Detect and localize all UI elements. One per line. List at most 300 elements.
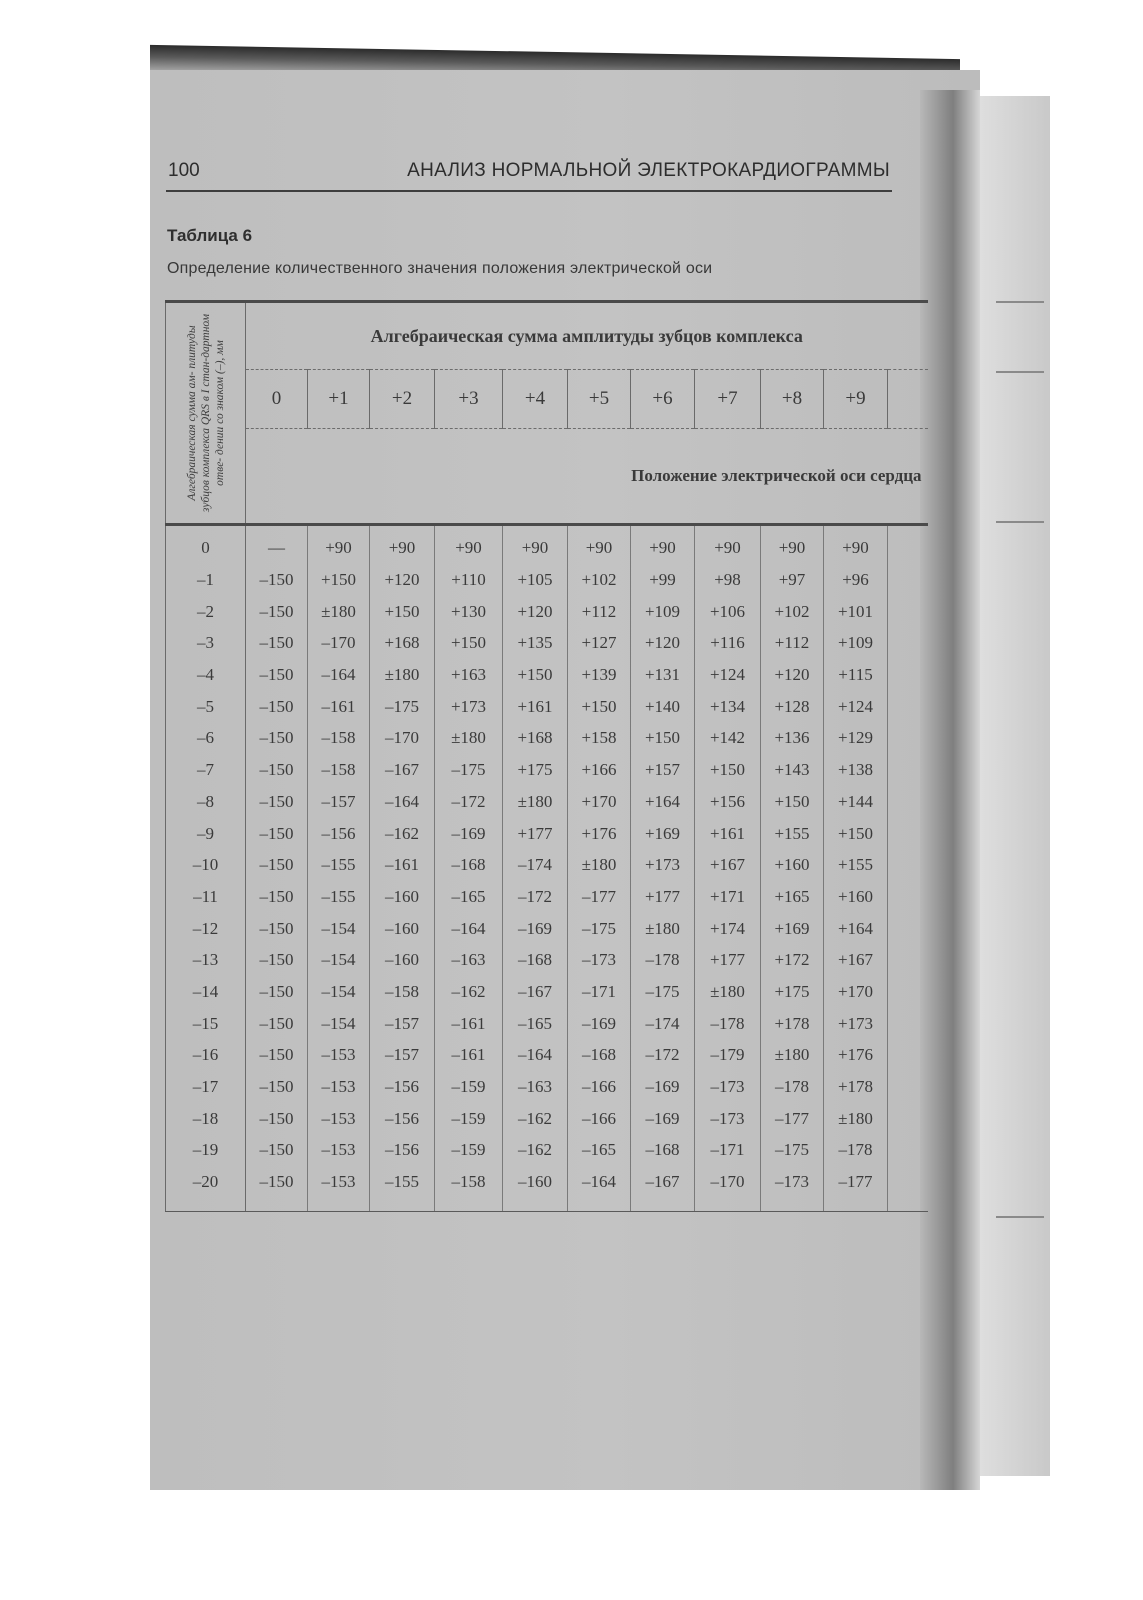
value-cell: –158 [435,1166,503,1212]
value-cell: –178 [695,1007,761,1039]
row-tail-cell [888,817,928,849]
value-cell: +96 [824,564,888,596]
value-cell: +150 [824,817,888,849]
value-cell: –175 [568,912,631,944]
row-tail-cell [888,564,928,596]
facing-page-rule [996,1216,1044,1218]
value-cell: –169 [435,817,503,849]
value-cell: +161 [503,690,568,722]
value-cell: +175 [761,976,824,1008]
facing-page-edge [980,96,1050,1476]
row-tail-cell [888,1134,928,1166]
value-cell: –170 [308,627,370,659]
value-group-header: Положение электрической оси сердца [246,429,928,525]
value-cell: +139 [568,659,631,691]
value-cell: +160 [761,849,824,881]
value-cell: ±180 [695,976,761,1008]
value-cell: –160 [370,881,435,913]
value-cell: –150 [246,976,308,1008]
row-key-cell: –10 [166,849,246,881]
table-row [166,944,928,976]
row-key-cell: –9 [166,817,246,849]
value-cell: –159 [435,1134,503,1166]
value-cell: –150 [246,595,308,627]
value-cell: +112 [761,627,824,659]
value-cell: –150 [246,1166,308,1212]
running-head-title: АНАЛИЗ НОРМАЛЬНОЙ ЭЛЕКТРОКАРДИОГРАММЫ [407,160,890,181]
value-cell: –169 [503,912,568,944]
value-cell: +167 [695,849,761,881]
value-cell: +115 [824,659,888,691]
value-cell: +99 [631,564,695,596]
table-row [166,564,928,596]
value-cell: –161 [435,1007,503,1039]
value-cell: –161 [308,690,370,722]
value-cell: +168 [370,627,435,659]
value-cell: ±180 [435,722,503,754]
value-cell: –177 [761,1102,824,1134]
value-cell: –153 [308,1166,370,1212]
value-cell: –166 [568,1071,631,1103]
value-cell: –175 [631,976,695,1008]
row-key-cell: –2 [166,595,246,627]
value-cell: –156 [370,1102,435,1134]
value-cell: –173 [695,1071,761,1103]
row-tail-cell [888,786,928,818]
value-cell: –172 [631,1039,695,1071]
row-tail-cell [888,912,928,944]
row-tail-cell [888,849,928,881]
value-cell: –160 [370,912,435,944]
value-cell: +161 [695,817,761,849]
value-cell: +90 [308,525,370,564]
value-cell: +175 [503,754,568,786]
row-key-cell: –8 [166,786,246,818]
row-key-cell: –12 [166,912,246,944]
table-row [166,1071,928,1103]
value-cell: –150 [246,690,308,722]
header-rule [166,190,892,192]
row-tail-cell [888,976,928,1008]
value-cell: ±180 [308,595,370,627]
value-cell: +150 [761,786,824,818]
value-cell: –168 [503,944,568,976]
value-cell: +170 [568,786,631,818]
column-header: +1 [308,370,370,429]
column-header: +6 [631,370,695,429]
value-cell: –169 [568,1007,631,1039]
table-row [166,849,928,881]
value-cell: +128 [761,690,824,722]
value-cell: –150 [246,627,308,659]
table-row [166,1102,928,1134]
row-key-cell: –17 [166,1071,246,1103]
value-cell: –164 [503,1039,568,1071]
value-cell: –165 [568,1134,631,1166]
value-cell: –154 [308,912,370,944]
value-cell: +172 [761,944,824,976]
value-cell: +173 [435,690,503,722]
value-cell: –179 [695,1039,761,1071]
value-cell: –174 [503,849,568,881]
value-cell: –157 [370,1007,435,1039]
row-key-cell: –16 [166,1039,246,1071]
value-cell: –165 [435,881,503,913]
value-cell: –169 [631,1071,695,1103]
value-cell: –150 [246,1007,308,1039]
value-cell: +169 [761,912,824,944]
value-cell: –161 [370,849,435,881]
table-row [166,1134,928,1166]
row-tail-cell [888,525,928,564]
value-cell: +169 [631,817,695,849]
value-cell: +174 [695,912,761,944]
value-cell: +90 [435,525,503,564]
row-key-cell: –20 [166,1166,246,1212]
value-cell: –165 [503,1007,568,1039]
value-cell: –178 [824,1134,888,1166]
value-cell: +134 [695,690,761,722]
value-cell: –174 [631,1007,695,1039]
value-cell: –158 [370,976,435,1008]
value-cell: +120 [370,564,435,596]
value-cell: +155 [761,817,824,849]
value-cell: –150 [246,564,308,596]
value-cell: +90 [761,525,824,564]
value-cell: –167 [631,1166,695,1212]
value-cell: –171 [695,1134,761,1166]
value-cell: +90 [824,525,888,564]
table-row [166,1039,928,1071]
value-cell: –150 [246,722,308,754]
value-cell: +98 [695,564,761,596]
row-key-cell: –7 [166,754,246,786]
value-cell: +90 [503,525,568,564]
page-number: 100 [168,160,200,181]
axis-position-table [165,300,928,1212]
value-cell: –156 [370,1134,435,1166]
row-key-cell: –15 [166,1007,246,1039]
row-key-cell: –13 [166,944,246,976]
column-header: +8 [761,370,824,429]
row-tail-cell [888,1166,928,1212]
table-label: Таблица 6 [167,226,253,245]
row-tail-cell [888,627,928,659]
value-cell: +176 [824,1039,888,1071]
value-cell: +144 [824,786,888,818]
row-tail-cell [888,659,928,691]
facing-page-rule [996,371,1044,373]
value-cell: +136 [761,722,824,754]
table-row [166,525,928,564]
value-cell: +127 [568,627,631,659]
row-key-cell: –14 [166,976,246,1008]
row-key-cell: –6 [166,722,246,754]
table-row [166,1166,928,1212]
value-cell: –156 [308,817,370,849]
value-cell: +157 [631,754,695,786]
table-row [166,659,928,691]
value-cell: –157 [308,786,370,818]
value-cell: –167 [370,754,435,786]
value-cell: +102 [568,564,631,596]
table-row [166,722,928,754]
value-cell: +112 [568,595,631,627]
value-cell: +160 [824,881,888,913]
value-cell: –162 [503,1134,568,1166]
value-cell: –150 [246,1039,308,1071]
value-cell: –164 [568,1166,631,1212]
value-cell: –150 [246,1071,308,1103]
value-cell: –168 [631,1134,695,1166]
value-cell: –175 [370,690,435,722]
table-row [166,595,928,627]
value-cell: –164 [308,659,370,691]
value-cell: +158 [568,722,631,754]
row-tail-cell [888,690,928,722]
value-cell: –161 [435,1039,503,1071]
table-caption: Определение количественного значения положения электрической оси [167,260,713,277]
value-cell: +155 [824,849,888,881]
value-cell: –167 [503,976,568,1008]
value-cell: +109 [824,627,888,659]
value-cell: –163 [435,944,503,976]
column-header: +3 [435,370,503,429]
value-cell: +164 [824,912,888,944]
value-cell: +166 [568,754,631,786]
row-tail-cell [888,595,928,627]
value-cell: –155 [308,849,370,881]
value-cell: +90 [631,525,695,564]
value-cell: ±180 [824,1102,888,1134]
value-cell: +143 [761,754,824,786]
value-cell: +167 [824,944,888,976]
value-cell: –163 [503,1071,568,1103]
table-row [166,976,928,1008]
value-cell: +178 [761,1007,824,1039]
value-cell: –150 [246,1134,308,1166]
value-cell: –155 [308,881,370,913]
value-cell: +105 [503,564,568,596]
value-cell: –159 [435,1071,503,1103]
row-tail-cell [888,881,928,913]
value-cell: +178 [824,1071,888,1103]
row-tail-cell [888,722,928,754]
value-cell: –164 [435,912,503,944]
value-cell: –159 [435,1102,503,1134]
value-cell: +150 [308,564,370,596]
value-cell: +130 [435,595,503,627]
value-cell: +90 [568,525,631,564]
value-cell: –150 [246,881,308,913]
column-header: +2 [370,370,435,429]
value-cell: –162 [503,1102,568,1134]
value-cell: –153 [308,1102,370,1134]
value-cell: –168 [568,1039,631,1071]
row-tail-cell [888,1039,928,1071]
value-cell: –155 [370,1166,435,1212]
value-cell: –170 [695,1166,761,1212]
column-header: 0 [246,370,308,429]
value-cell: +171 [695,881,761,913]
value-cell: ±180 [503,786,568,818]
column-header: +7 [695,370,761,429]
row-key-cell: –3 [166,627,246,659]
value-cell: +120 [631,627,695,659]
value-cell: –172 [435,786,503,818]
value-cell: –150 [246,754,308,786]
value-cell: –150 [246,659,308,691]
value-cell: +150 [568,690,631,722]
value-cell: –156 [370,1071,435,1103]
value-cell: –153 [308,1134,370,1166]
value-cell: –150 [246,786,308,818]
value-cell: +106 [695,595,761,627]
value-cell: — [246,525,308,564]
value-cell: +138 [824,754,888,786]
value-cell: –178 [761,1071,824,1103]
value-cell: ±180 [761,1039,824,1071]
value-cell: +90 [695,525,761,564]
value-cell: –153 [308,1039,370,1071]
value-cell: +140 [631,690,695,722]
value-cell: +102 [761,595,824,627]
value-cell: +170 [824,976,888,1008]
column-header-row [166,370,928,429]
value-cell: –150 [246,817,308,849]
value-cell: –158 [308,722,370,754]
table-row [166,786,928,818]
value-cell: –177 [568,881,631,913]
value-cell: +173 [824,1007,888,1039]
column-header: +5 [568,370,631,429]
value-cell: +177 [631,881,695,913]
value-cell: –158 [308,754,370,786]
value-cell: +156 [695,786,761,818]
row-key-cell: –18 [166,1102,246,1134]
value-cell: –150 [246,944,308,976]
value-cell: –178 [631,944,695,976]
value-cell: –168 [435,849,503,881]
value-cell: –162 [370,817,435,849]
value-cell: +131 [631,659,695,691]
value-cell: +176 [568,817,631,849]
value-cell: –162 [435,976,503,1008]
row-tail-cell [888,1007,928,1039]
table-row [166,881,928,913]
row-tail-cell [888,1071,928,1103]
row-tail-cell [888,1102,928,1134]
table-row [166,690,928,722]
value-cell: –154 [308,976,370,1008]
value-cell: +173 [631,849,695,881]
value-cell: +150 [695,754,761,786]
value-cell: +177 [503,817,568,849]
value-cell: –170 [370,722,435,754]
value-cell: –177 [824,1166,888,1212]
value-cell: –153 [308,1071,370,1103]
value-cell: +150 [503,659,568,691]
value-cell: +142 [695,722,761,754]
row-key-cell: –4 [166,659,246,691]
value-cell: –154 [308,944,370,976]
value-cell: ±180 [631,912,695,944]
value-cell: +124 [824,690,888,722]
value-cell: +120 [761,659,824,691]
row-key-cell: 0 [166,525,246,564]
value-cell: +97 [761,564,824,596]
value-cell: +163 [435,659,503,691]
row-key-cell: –5 [166,690,246,722]
value-cell: +168 [503,722,568,754]
value-cell: +165 [761,881,824,913]
row-key-cell: –1 [166,564,246,596]
value-cell: –173 [695,1102,761,1134]
table-row [166,754,928,786]
value-cell: +150 [435,627,503,659]
row-key-cell: –19 [166,1134,246,1166]
value-cell: +124 [695,659,761,691]
table-row [166,912,928,944]
facing-page-rule [996,301,1044,303]
column-header-tail [888,370,928,429]
value-cell: +120 [503,595,568,627]
value-cell: –157 [370,1039,435,1071]
row-tail-cell [888,944,928,976]
value-cell: –172 [503,881,568,913]
page-gutter-shadow [920,90,980,1490]
value-cell: +109 [631,595,695,627]
value-cell: –166 [568,1102,631,1134]
column-header: +4 [503,370,568,429]
value-cell: ±180 [370,659,435,691]
value-cell: +110 [435,564,503,596]
value-cell: –154 [308,1007,370,1039]
table-row [166,1007,928,1039]
row-header-cell [166,302,246,525]
column-group-header: Алгебраическая сумма амплитуды зубцов комплекса [246,302,928,370]
value-cell: +129 [824,722,888,754]
value-cell: +90 [370,525,435,564]
value-cell: –175 [435,754,503,786]
value-cell: +135 [503,627,568,659]
value-cell: –169 [631,1102,695,1134]
value-cell: –173 [761,1166,824,1212]
value-cell: –173 [568,944,631,976]
value-cell: –150 [246,1102,308,1134]
value-cell: +177 [695,944,761,976]
row-header-label: Алгебраическая сумма ам- плитуды зубцов комплекса QRS в I стан-дартном отве- дении со знаком (–), мм [185,313,226,513]
value-cell: +116 [695,627,761,659]
value-cell: –160 [503,1166,568,1212]
row-key-cell: –11 [166,881,246,913]
value-cell: +150 [370,595,435,627]
value-cell: –164 [370,786,435,818]
value-cell: –175 [761,1134,824,1166]
table-row [166,627,928,659]
value-cell: +164 [631,786,695,818]
row-tail-cell [888,754,928,786]
value-cell: +101 [824,595,888,627]
value-cell: ±180 [568,849,631,881]
facing-page-rule [996,521,1044,523]
value-cell: –160 [370,944,435,976]
value-cell: –171 [568,976,631,1008]
table-row [166,817,928,849]
value-cell: –150 [246,849,308,881]
value-cell: +150 [631,722,695,754]
value-cell: –150 [246,912,308,944]
